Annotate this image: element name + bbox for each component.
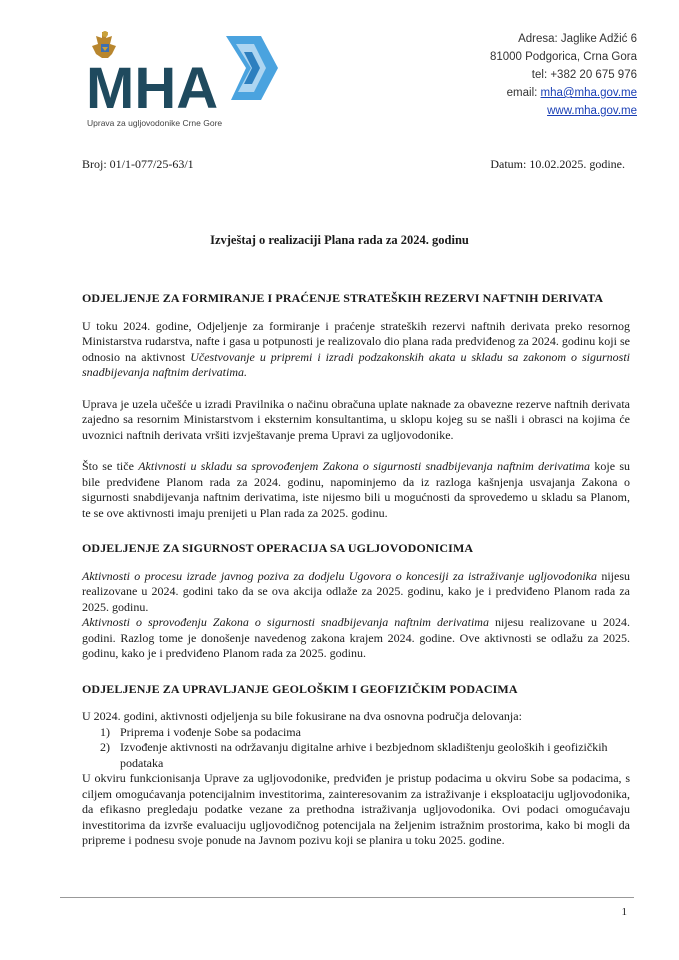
document-number: Broj: 01/1-077/25-63/1	[82, 157, 194, 171]
phone: tel: +382 20 675 976	[531, 69, 637, 81]
document-date: Datum: 10.02.2025. godine.	[490, 157, 625, 171]
section-2-heading: ODJELJENJE ZA SIGURNOST OPERACIJA SA UGLJOVODONICIMA	[82, 541, 474, 555]
address-line-2: 81000 Podgorica, Crna Gora	[489, 51, 637, 63]
section-1-paragraph-3: Što se tiče Aktivnosti u skladu sa sprovođenjem Zakona o sigurnosti snadbijevanja naftnim derivatima koje su bile predviđene Planom rada za 2024. godinu, napominjemo da iz razloga kašnjenja usvajanja Zakona o sigurnosti snabdijevanja naftnim derivatima, iste nijesmo bili u mogućnosti da sprovedemo u skladu sa Planom, te se ove aktivnosti imaju prenijeti u Plan rada za 2025. godinu.	[82, 459, 630, 520]
section-1-paragraph-2: Uprava je uzela učešće u izradi Pravilnika o načinu obračuna uplate naknade za obavezne rezerve naftnih derivata zajedno sa resornim Ministarstvom i eksternim konsultantima, u sklopu kojeg su se našli i obrasci na kojima će uvoznici naftnih derivata vršiti izvještavanje prema Upravi za ugljovodonike.	[82, 396, 630, 442]
section-1-heading: ODJELJENJE ZA FORMIRANJE I PRAĆENJE STRATEŠKIH REZERVI NAFTNIH DERIVATA	[82, 291, 604, 305]
coat-of-arms-icon	[92, 31, 116, 58]
document-title: Izvještaj o realizaciji Plana rada za 2024. godinu	[210, 233, 469, 247]
section-3-intro: U 2024. godini, aktivnosti odjeljenja su bile fokusirane na dva osnovna područja delovanja:	[82, 709, 522, 723]
list-item: 1) Priprema i vođenje Sobe sa podacima	[100, 724, 301, 739]
footer-divider	[60, 897, 634, 898]
section-1-paragraph-1: U toku 2024. godine, Odjeljenje za formiranje i praćenje strateških rezervi naftnih derivata preko resornog Ministarstva rudarstva, nafte i gasa u potpunosti je realizovalo dio plana rada predviđenog za 2024. godinu koji se odnosio na aktivnost Učestvovanje u pripremi i izradi podzakonskih akata u skladu sa zakonom o sigurnosti snadbijevanja naftnim derivatima.	[82, 318, 631, 379]
website-link[interactable]: www.mha.gov.me	[547, 105, 637, 117]
document-body	[82, 291, 630, 849]
section-2-paragraph-2: Aktivnosti o sprovođenju Zakona o sigurnosti snadbijevanja naftnim derivatima nijesu realizovane u 2024. godini. Razlog tome je donošenje navedenog zakona krajem 2024. godine. Ove aktivnosti se odlažu za 2025. godinu, kako je i predviđeno Planom rada za 2025. godinu.	[82, 615, 630, 660]
contact-block	[490, 30, 637, 120]
section-3-heading: ODJELJENJE ZA UPRAVLJANJE GEOLOŠKIM I GEOFIZIČKIM PODACIMA	[82, 681, 518, 696]
address-line-1: Adresa: Jaglike Adžić 6	[518, 33, 637, 45]
email-label: email:	[506, 87, 541, 99]
section-3-list	[82, 725, 630, 772]
page-number: 1	[621, 906, 627, 918]
logo-text: MHA	[86, 56, 219, 118]
email-row	[490, 84, 637, 102]
section-2-paragraph-1: Aktivnosti o procesu izrade javnog poziva za dodjelu Ugovora o koncesiji za istraživanje ugljovodonika nijesu realizovane u 2024. godini tako da se ova akcija odlaže za 2025. godinu, kako je i predviđeno Planom rada za 2025. godinu.	[82, 568, 631, 614]
section-3-paragraph: U okviru funkcionisanja Uprave za ugljovodonike, predviđen je pristup podacima u okviru Sobe sa podacima, s ciljem omogućavanja potencijalnim investitorima, zainteresovanim za istraživanje i eksploataciju ugljovodonika, da efikasno pregledaju podatke vezane za prethodna istraživanja ugljovodonika. Ovi podaci omogućavaju investitorima da izvrše evaluaciju ugljovodičnog potencijala na željenim istražnim prostorima, kako bi mogli da pripreme i podnesu svoje ponude na Javnom pozivu koji se planira u toku 2025. godine.	[82, 771, 630, 847]
logo-subtitle: Uprava za ugljovodonike Crne Gore	[87, 118, 223, 128]
email-link[interactable]: mha@mha.gov.me	[540, 87, 637, 99]
list-item: 2) Izvođenje aktivnosti na održavanju digitalne arhive i bezbjednom skladištenju geoloških i geofizičkih podataka	[100, 740, 608, 770]
